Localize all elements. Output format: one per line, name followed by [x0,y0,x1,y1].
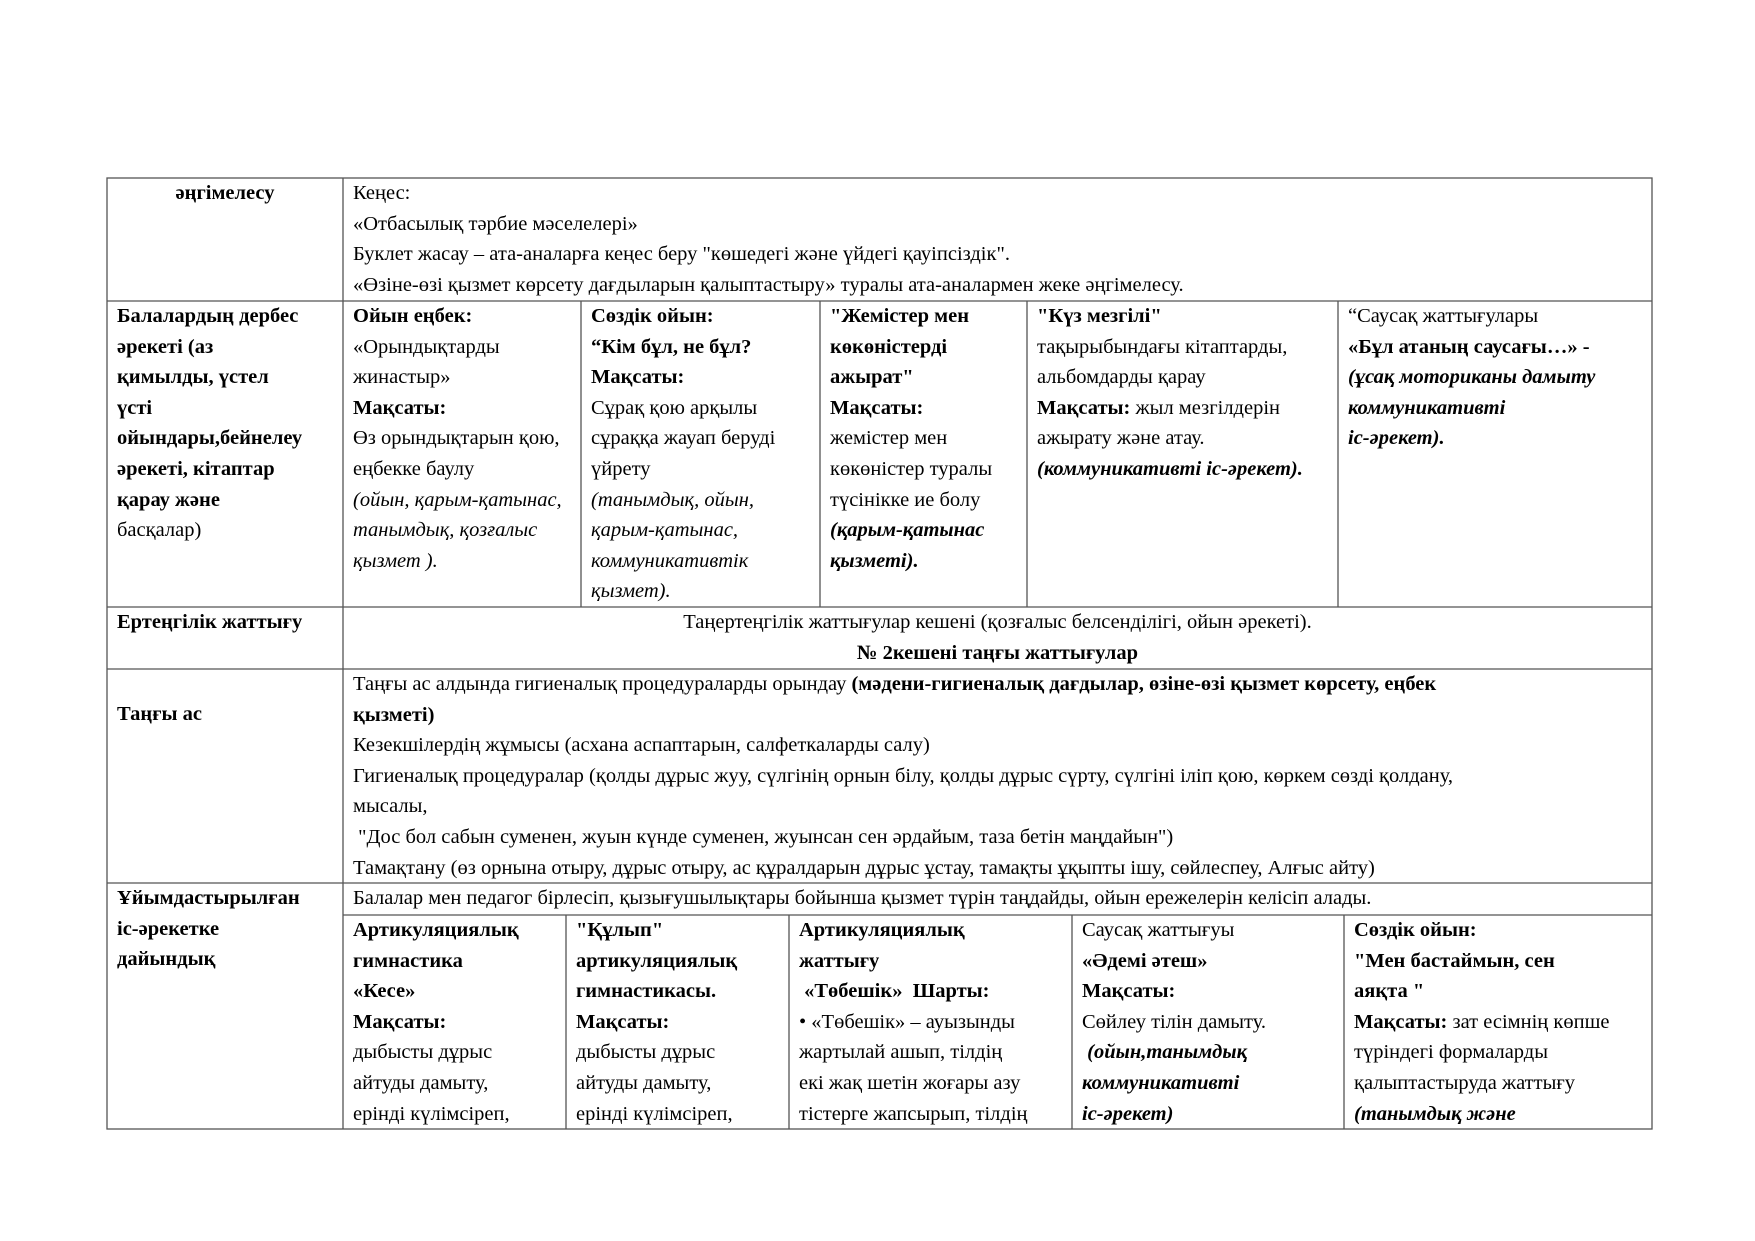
breakfast-content [343,669,1652,883]
goal-text: айтуды дамыту, [576,1071,712,1094]
talk-line-4: «Өзіне-өзі қызмет көрсету дағдыларын қалыптастыру» туралы ата-аналармен жеке әңгімелесу. [353,273,1184,296]
cell-title: Артикуляциялық [353,919,519,941]
cell-subtitle: “Кім бұл, не бұл? [591,335,752,358]
cell-title: артикуляциялық [576,949,738,972]
cell-title: “Саусақ жаттығулары [1348,305,1539,327]
row-organized-cells [107,915,1652,1129]
org-cell-2 [566,915,789,1129]
goal-label: Мақсаты: [1037,396,1131,419]
activity-type: коммуникативті [1082,1071,1240,1094]
goal-text: зат есімнің көпше [1447,1010,1610,1033]
cell-title: "Мен бастаймын, сен [1354,949,1555,972]
breakfast-line-5: мысалы, [353,795,428,818]
org-cell-5 [1344,915,1652,1129]
goal-text: Сөйлеу тілін дамыту. [1082,1010,1267,1033]
exercise-content [343,607,1652,669]
goal-text: дыбысты дұрыс [353,1041,493,1064]
breakfast-line-7: Тамақтану (өз орнына отыру, дұрыс отыру, ас құралдарын дұрыс ұстау, тамақты ұқыпты ішу, сөйлеспеу, Алғыс айту) [353,856,1375,879]
talk-line-3: Буклет жасау – ата-аналарға кеңес беру "көшедегі және үйдегі қауіпсіздік". [353,243,1010,266]
activity-type: (танымдық және [1354,1102,1516,1125]
row-label-text: Таңғы ас [117,703,203,725]
talk-line-1: Кеңес: [353,182,411,204]
row-label-independent [107,301,343,607]
goal-text: ерінді күлімсіреп, [353,1102,510,1125]
goal-label: Мақсаты: [353,396,447,419]
talk-line-2: «Отбасылық тәрбие мәселелері» [353,212,638,235]
breakfast-line-1: Таңғы ас алдында гигиеналық процедураларды орындау [353,673,852,695]
row-breakfast [107,669,1652,883]
goal-label: Мақсаты: [1082,980,1176,1003]
activity-type: (ойын,танымдық [1082,1041,1247,1064]
cell-title: Саусақ жаттығуы [1082,919,1235,941]
goal-label: Мақсаты: [1354,1010,1448,1033]
cell-title: Артикуляциялық [799,919,965,941]
cell-title: «Төбешік» Шарты: [799,980,990,1003]
breakfast-skills-end: қызметі) [353,703,435,726]
cell-title: «Кесе» [353,980,416,1003]
breakfast-skills: (мәдени-гигиеналық дағдылар, өзіне-өзі қызмет көрсету, еңбек [851,673,1437,695]
cell-title: "Жемістер мен көкөністерді ажырат" [830,305,970,389]
breakfast-line-3: Кезекшілердің жұмысы (асхана аспаптарын, салфеткаларды салу) [353,734,930,757]
goal-text: жемістер мен көкөністер туралы түсінікке ие болу [830,427,993,511]
label-line: Балалардың дербес [117,305,299,327]
goal-text: қалыптастыруда жаттығу [1354,1071,1576,1094]
breakfast-line-4: Гигиеналық процедуралар (қолды дұрыс жуу, сүлгінің орнын білу, қолды дұрыс сүрту, сүлгіні іліп қою, көркем сөзді қолдану, [353,764,1454,787]
cell-title: аяқта " [1354,980,1425,1003]
goal-label: Мақсаты: [353,1010,447,1033]
exercise-text: Таңертеңгілік жаттығулар кешені (қозғалыс белсенділігі, ойын әрекеті). [683,611,1312,633]
activity-type: (коммуникативті іс-әрекет). [1037,457,1303,480]
row-label-exercise [107,607,343,669]
row-label-breakfast [107,669,343,883]
label-line: дайындық [117,948,216,971]
talk-content [343,178,1652,301]
cell-title: гимнастикасы. [576,980,717,1003]
row-independent-activity [107,301,1652,607]
cell-text: тістерге жапсырып, тілдің [799,1102,1028,1125]
org-cell-1 [343,915,566,1129]
activity-cell-1 [343,301,581,607]
activity-cell-3 [820,301,1027,607]
goal-text: ерінді күлімсіреп, [576,1102,733,1125]
cell-subtitle: «Орындықтарды жинастыр» [353,335,500,389]
cell-text: жартылай ашып, тілдің [799,1041,1003,1064]
label-line: Ұйымдастырылған [117,887,300,909]
activity-cell-4 [1027,301,1338,607]
label-line: қарау және [117,488,220,511]
row-morning-exercise [107,607,1652,669]
activity-type: іс-әрекет) [1082,1102,1174,1125]
goal-label: Мақсаты: [576,1010,670,1033]
cell-text: екі жақ шетін жоғары азу [799,1071,1021,1094]
label-line: іс-әрекетке [117,917,220,940]
activity-cell-2 [581,301,820,607]
organized-intro-text: Балалар мен педагог бірлесіп, қызығушылықтары бойынша қызмет түрін таңдайды, ойын ережелерін келісіп алады. [353,887,1372,909]
activity-type: (қарым-қатынас қызметі). [830,519,985,572]
breakfast-line-6: "Дос бол сабын суменен, жуын күнде суменен, жуынсан сен әрдайым, таза бетін маңдайын") [353,825,1174,848]
org-cell-3 [789,915,1072,1129]
label-line: үсті [117,396,153,419]
goal-text: Сұрақ қою арқылы сұраққа жауап беруді үйрету [591,396,776,480]
activity-type: (ұсақ моториканы дамыту [1348,366,1596,389]
cell-title: "Құлып" [576,919,664,941]
activity-type: (танымдық, ойын, қарым-қатынас, коммуникативтік қызмет). [591,488,755,603]
row-label-talk [107,178,343,301]
activity-type: (ойын, қарым-қатынас, танымдық, қозғалыс қызмет ). [353,488,562,572]
cell-title: Сөздік ойын: [591,305,714,327]
org-cell-4 [1072,915,1344,1129]
label-line: басқалар) [117,519,202,542]
goal-text: түріндегі формаларды [1354,1041,1548,1064]
cell-text: тақырыбындағы кітаптарды, альбомдарды қарау [1037,335,1288,389]
activity-cell-5 [1338,301,1652,607]
activity-type: іс-әрекет). [1348,427,1445,450]
cell-title: Сөздік ойын: [1354,919,1477,941]
label-line: әрекеті, кітаптар [117,457,275,480]
goal-text: айтуды дамыту, [353,1071,489,1094]
cell-title: Ойын еңбек: [353,305,473,327]
cell-subtitle: «Бұл атаның саусағы…» - [1348,335,1590,358]
label-line: қимылды, үстел [117,366,269,389]
cell-title: гимнастика [353,949,463,972]
goal-text: жыл мезгілдерін ажырату және атау. [1037,396,1281,450]
label-line: ойындары,бейнелеу [117,427,303,450]
activity-type: коммуникативті [1348,396,1506,419]
exercise-complex: № 2кешені таңғы жаттығулар [856,641,1139,664]
row-label-text: Ертеңгілік жаттығу [117,611,303,633]
row-parent-talk [107,178,1652,301]
goal-text: Өз орындықтарын қою, еңбекке баулу [353,427,560,480]
goal-label: Мақсаты: [830,396,924,419]
cell-text: • «Төбешік» – ауызынды [799,1010,1015,1033]
goal-text: дыбысты дұрыс [576,1041,716,1064]
row-label-text: әңгімелесу [175,182,275,204]
goal-label: Мақсаты: [591,366,685,389]
cell-title: "Күз мезгілі" [1037,305,1162,327]
label-line: әрекеті (аз [117,335,214,358]
cell-subtitle: «Әдемі әтеш» [1082,949,1208,972]
cell-title: жаттығу [799,949,880,972]
